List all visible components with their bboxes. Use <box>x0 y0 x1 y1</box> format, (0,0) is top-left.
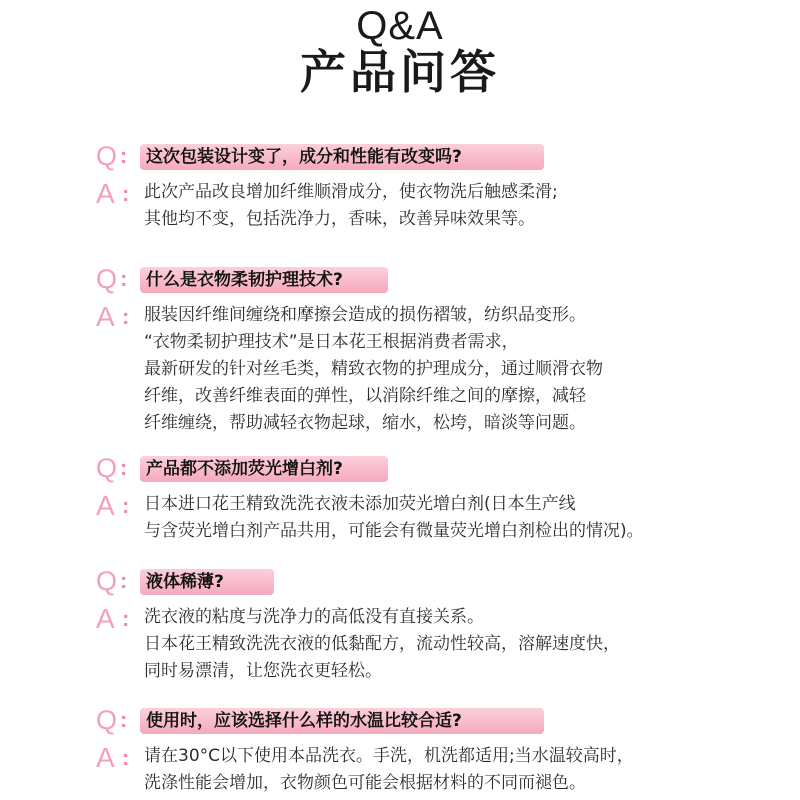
qa-item-3 <box>96 453 736 545</box>
answer-text <box>144 743 736 797</box>
answer-text <box>144 179 736 233</box>
q-colon: : <box>120 707 128 732</box>
q-colon: : <box>120 266 128 291</box>
answer-line: 洗衣液的粘度与洗净力的高低没有直接关系。 <box>144 607 484 627</box>
answer-line: 纤维缠绕，帮助减轻衣物起球，缩水，松垮，暗淡等问题。 <box>144 413 586 433</box>
a-letter: A <box>96 178 115 209</box>
a-colon: : <box>122 745 130 770</box>
a-letter: A <box>96 603 115 634</box>
a-letter: A <box>96 490 115 521</box>
answer-line: 与含荧光增白剂产品共用，可能会有微量荧光增白剂检出的情况)。 <box>144 521 644 541</box>
a-colon: : <box>122 606 130 631</box>
a-letter: A <box>96 742 115 773</box>
title-en: Q&A <box>356 4 444 48</box>
answer-block <box>96 604 736 685</box>
answer-line: 日本进口花王精致洗洗衣液未添加荧光增白剂(日本生产线 <box>144 494 576 514</box>
answer-line: 请在30°C以下使用本品洗衣。手洗，机洗都适用;当水温较高时， <box>144 746 634 766</box>
a-letter: A <box>96 301 115 332</box>
q-colon: : <box>120 143 128 168</box>
answer-text <box>144 604 736 685</box>
qa-item-1 <box>96 141 736 233</box>
question-text: 产品都不添加荧光增白剂? <box>140 456 388 482</box>
q-colon: : <box>120 568 128 593</box>
answer-line: 此次产品改良增加纤维顺滑成分，使衣物洗后触感柔滑; <box>144 182 558 202</box>
q-colon: : <box>120 455 128 480</box>
title-cn: 产品问答 <box>300 45 500 99</box>
answer-block <box>96 179 736 233</box>
question-row <box>96 264 736 294</box>
question-row <box>96 141 736 171</box>
answer-block <box>96 743 736 797</box>
question-text: 使用时，应该选择什么样的水温比较合适? <box>140 708 544 734</box>
answer-line: 日本花王精致洗洗衣液的低黏配方，流动性较高，溶解速度快， <box>144 634 620 654</box>
question-text: 液体稀薄? <box>140 569 274 595</box>
a-colon: : <box>122 493 130 518</box>
answer-text <box>144 302 736 437</box>
a-colon: : <box>122 181 130 206</box>
answer-line: “衣物柔韧护理技术”是日本花王根据消费者需求， <box>144 332 519 352</box>
question-row <box>96 453 736 483</box>
question-row <box>96 705 736 735</box>
answer-line: 纤维，改善纤维表面的弹性，以消除纤维之间的摩擦，减轻 <box>144 386 586 406</box>
question-text: 什么是衣物柔韧护理技术? <box>140 267 388 293</box>
answer-text <box>144 491 736 545</box>
question-text: 这次包装设计变了，成分和性能有改变吗? <box>140 144 544 170</box>
q-letter: Q <box>96 453 118 483</box>
q-letter: Q <box>96 705 118 735</box>
answer-line: 服装因纤维间缠绕和摩擦会造成的损伤褶皱，纺织品变形。 <box>144 305 586 325</box>
a-colon: : <box>122 304 130 329</box>
answer-line: 其他均不变，包括洗净力，香味，改善异味效果等。 <box>144 209 535 229</box>
answer-line: 同时易漂清，让您洗衣更轻松。 <box>144 661 382 681</box>
qa-item-2 <box>96 264 736 437</box>
qa-item-5 <box>96 705 736 797</box>
answer-block <box>96 302 736 437</box>
q-letter: Q <box>96 141 118 171</box>
answer-line: 洗涤性能会增加，衣物颜色可能会根据材料的不同而褪色。 <box>144 773 586 793</box>
qa-item-4 <box>96 566 736 685</box>
q-letter: Q <box>96 264 118 294</box>
answer-line: 最新研发的针对丝毛类，精致衣物的护理成分，通过顺滑衣物 <box>144 359 603 379</box>
question-row <box>96 566 736 596</box>
q-letter: Q <box>96 566 118 596</box>
answer-block <box>96 491 736 545</box>
